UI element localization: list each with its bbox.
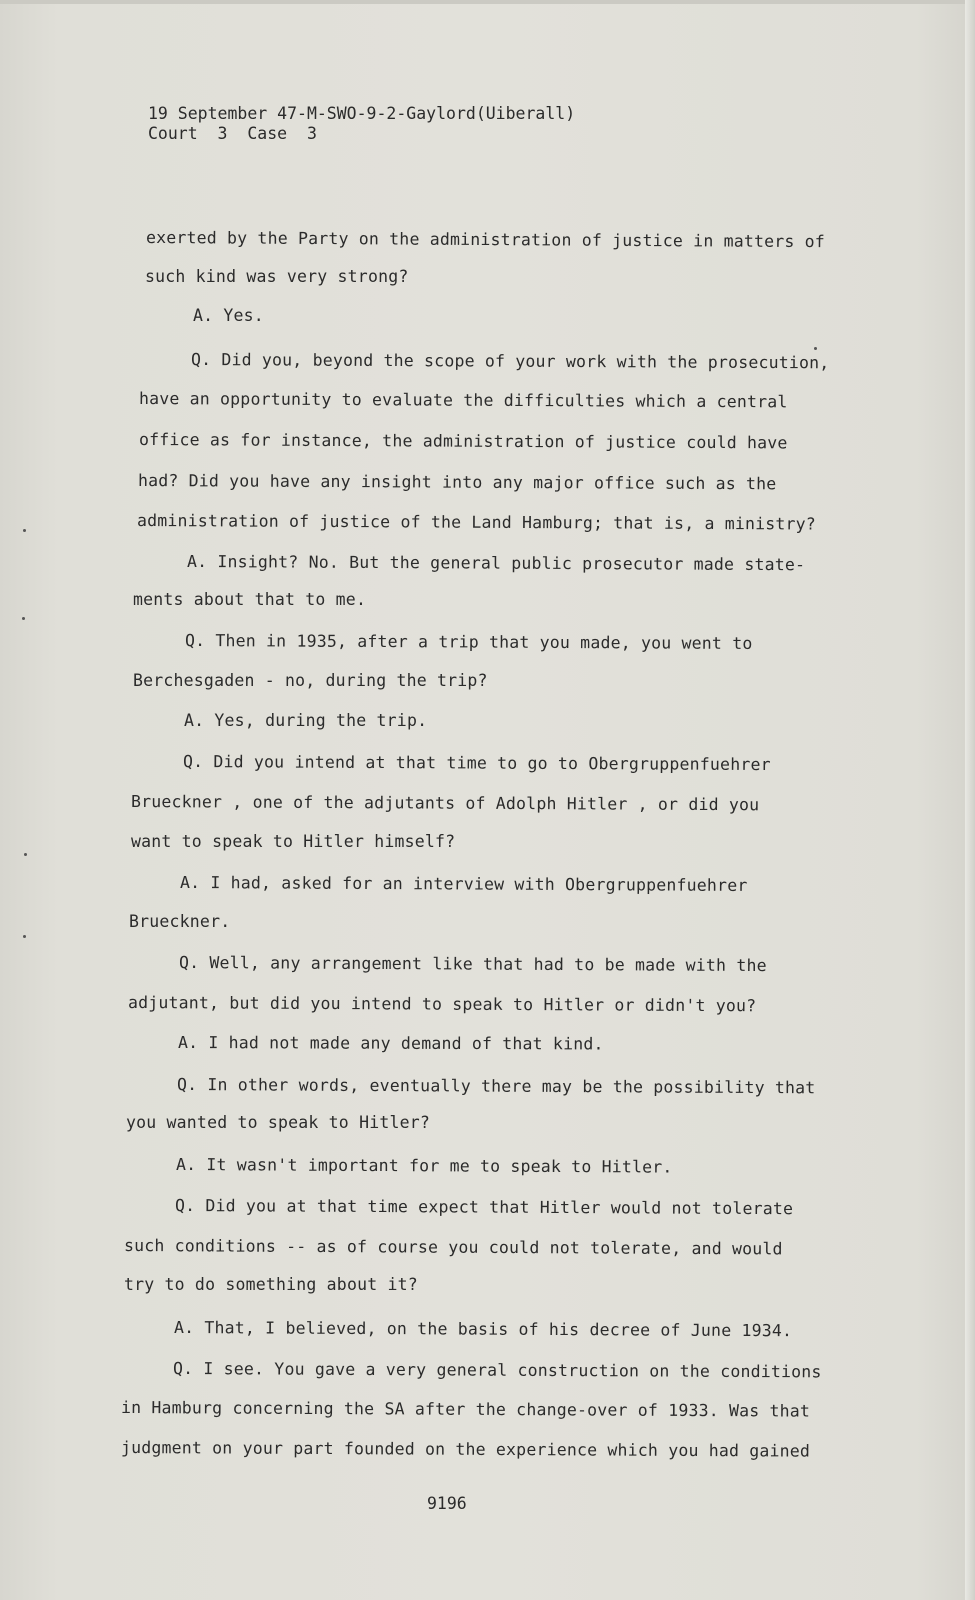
transcript-line: Brueckner , one of the adjutants of Adolph Hitler , or did you (130, 792, 760, 815)
page-right-edge (965, 0, 975, 1600)
page-top-edge (0, 0, 975, 4)
transcript-line: A. Yes, during the trip. (184, 711, 428, 730)
transcript-line: adjutant, but did you intend to speak to Hitler or didn't you? (127, 993, 757, 1016)
transcript-line: had? Did you have any insight into any major office such as the (137, 471, 777, 494)
transcript-line: Q. Did you, beyond the scope of your work with the prosecution, (190, 350, 830, 373)
paper-speck (24, 853, 27, 856)
transcript-line: Berchesgaden - no, during the trip? (133, 671, 488, 690)
transcript-line: A. I had, asked for an interview with Obergruppenfuehrer (179, 873, 748, 895)
transcript-line: office as for instance, the administration of justice could have (138, 430, 788, 453)
transcript-line: judgment on your part founded on the experience which you had gained (120, 1438, 811, 1461)
transcript-line: ments about that to me. (133, 590, 367, 609)
transcript-line: Q. Then in 1935, after a trip that you made, you went to (184, 631, 753, 653)
transcript-line: Brueckner. (129, 912, 231, 931)
transcript-line: in Hamburg concerning the SA after the change-over of 1933. Was that (120, 1398, 811, 1421)
header-date-line: 19 September 47-M-SWO-9-2-Gaylord(Uiberall) (148, 104, 576, 123)
transcript-line: A. That, I believed, on the basis of his decree of June 1934. (173, 1318, 793, 1341)
transcript-line: A. Yes. (193, 306, 264, 325)
transcript-line: A. Insight? No. But the general public prosecutor made state- (186, 552, 806, 575)
transcript-line: try to do something about it? (124, 1275, 418, 1294)
header-court-line: Court 3 Case 3 (148, 124, 317, 143)
paper-speck (814, 347, 817, 350)
transcript-line: A. It wasn't important for me to speak to Hitler. (175, 1155, 673, 1177)
transcript-line: Q. Did you intend at that time to go to Obergruppenfuehrer (182, 752, 771, 775)
transcript-line: Q. I see. You gave a very general construction on the conditions (172, 1359, 822, 1382)
transcript-line: Q. Did you at that time expect that Hitler would not tolerate (174, 1196, 794, 1219)
transcript-line: want to speak to Hitler himself? (131, 832, 456, 851)
transcript-line: exerted by the Party on the administration of justice in matters of (145, 228, 826, 252)
transcript-line: have an opportunity to evaluate the difficulties which a central (138, 389, 788, 412)
paper-speck (22, 617, 25, 620)
paper-speck (23, 935, 26, 938)
transcript-line: Q. Well, any arrangement like that had to be made with the (178, 953, 767, 976)
transcript-line: A. I had not made any demand of that kind. (177, 1033, 604, 1054)
transcript-line: Q. In other words, eventually there may be the possibility that (176, 1075, 816, 1098)
transcript-line: such conditions -- as of course you could not tolerate, and would (123, 1236, 783, 1259)
transcript-line: you wanted to speak to Hitler? (126, 1113, 431, 1132)
transcript-line: administration of justice of the Land Hamburg; that is, a ministry? (136, 511, 817, 534)
paper-speck (23, 529, 26, 532)
page-number: 9196 (427, 1494, 467, 1513)
document-header (148, 104, 575, 144)
transcript-line: such kind was very strong? (145, 267, 409, 286)
